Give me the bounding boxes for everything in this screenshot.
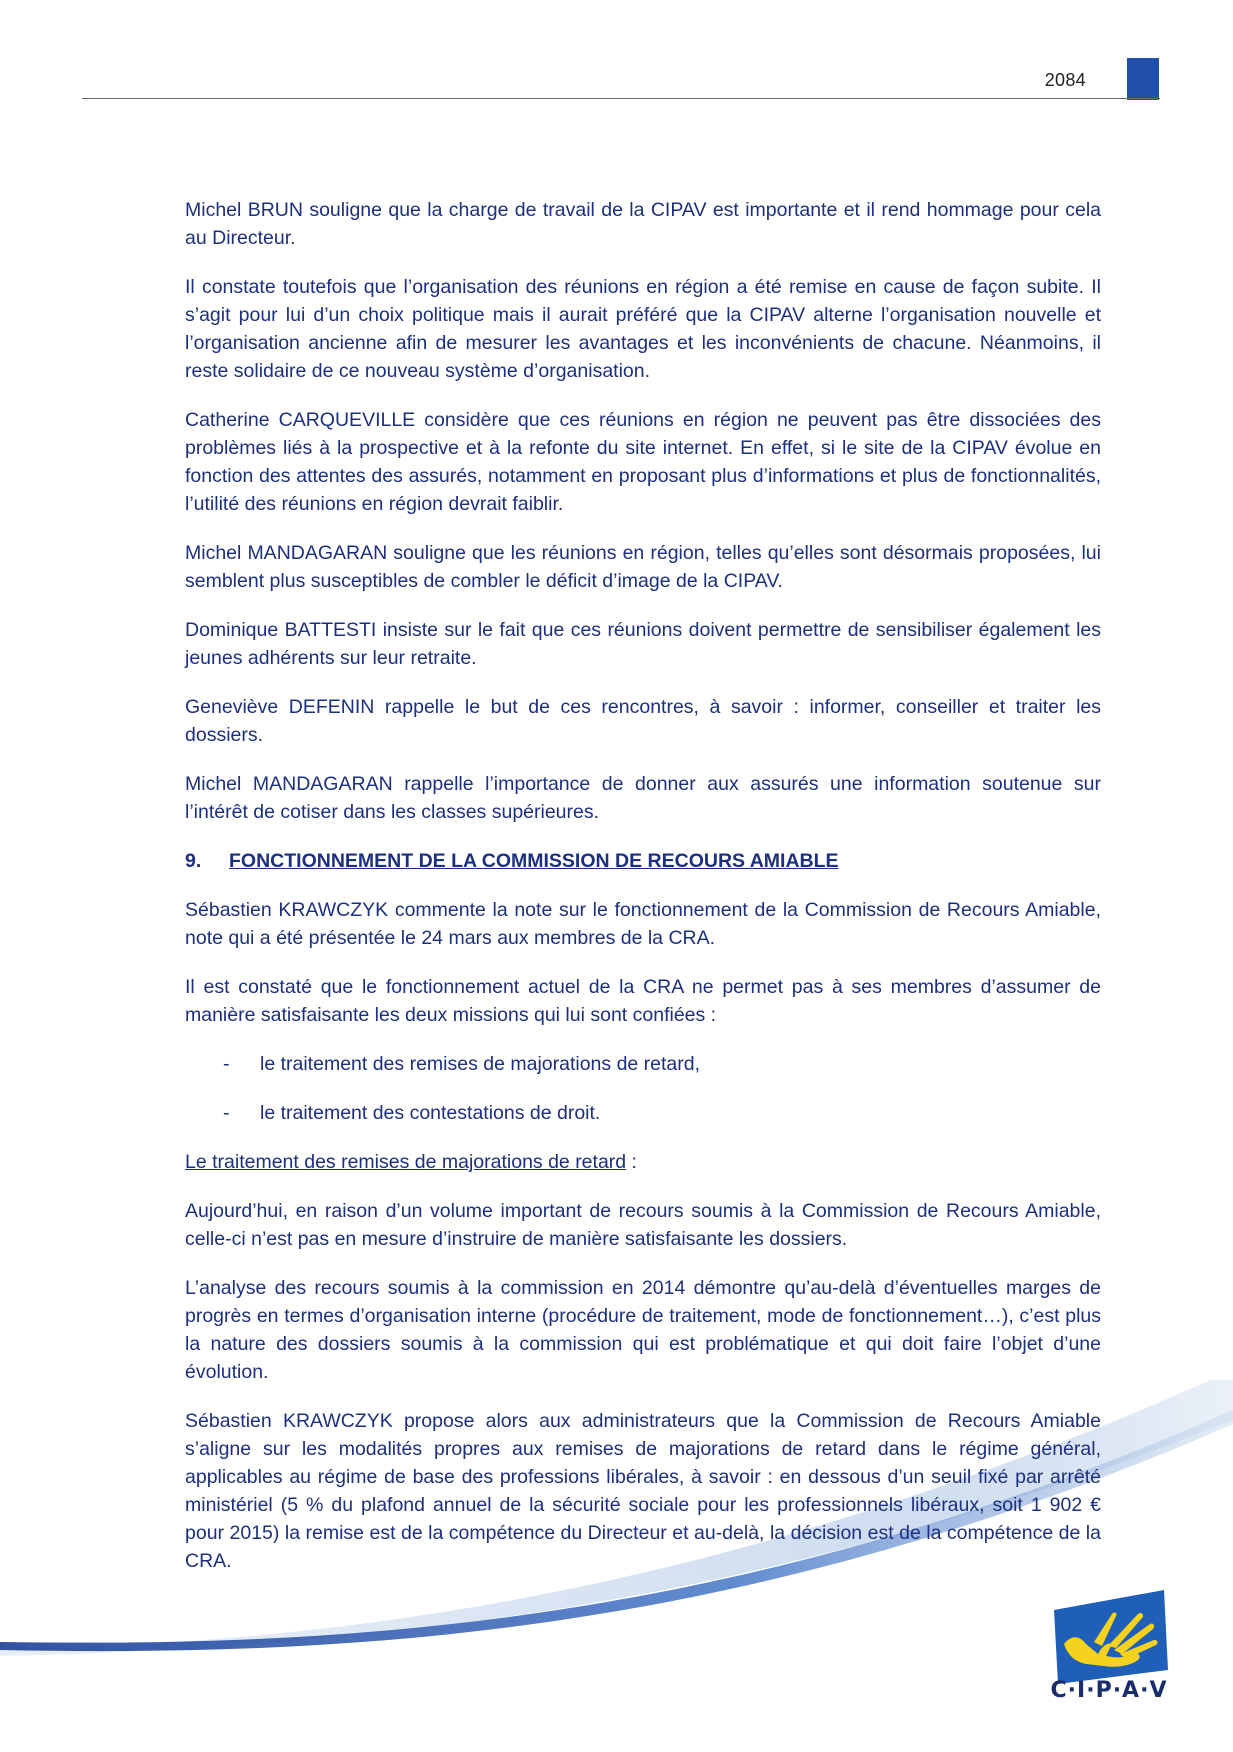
page-number: 2084	[1044, 70, 1086, 90]
document-body	[185, 196, 1101, 1575]
bullet-dash: -	[223, 1053, 230, 1075]
section-title: FONCTIONNEMENT DE LA COMMISSION DE RECOURS AMIABLE	[229, 850, 839, 872]
bullet-text: le traitement des remises de majorations de retard,	[260, 1053, 701, 1075]
subheading	[185, 1148, 1101, 1176]
paragraph: L’analyse des recours soumis à la commission en 2014 démontre qu’au-delà d’éventuelles marges de progrès en termes d’organisation interne (procédure de traitement, mode de fonctionnement…), c’est plus la nature des dossiers soumis à la commission qui est problématique et qui doit faire l’objet d’une évolution.	[185, 1277, 1101, 1383]
paragraph: Sébastien KRAWCZYK propose alors aux administrateurs que la Commission de Recours Amiable s’aligne sur les modalités propres aux remises de majorations de retard dans le régime général, applicables au régime de base des professions libérales, à savoir : en dessous d’un seuil fixé par arrêté ministériel (5 % du plafond annuel de la sécurité sociale pour les professionnels libéraux, soit 1 902 € pour 2015) la remise est de la compétence du Directeur et au-delà, la décision est de la compétence de la CRA.	[185, 1410, 1101, 1572]
paragraph: Aujourd’hui, en raison d’un volume important de recours soumis à la Commission de Recours Amiable, celle-ci n’est pas en mesure d’instruire de manière satisfaisante les dossiers.	[185, 1200, 1101, 1250]
header-accent-block	[1127, 58, 1159, 100]
header-rule	[82, 98, 1160, 99]
paragraph: Geneviève DEFENIN rappelle le but de ces rencontres, à savoir : informer, conseiller et traiter les dossiers.	[185, 696, 1101, 746]
paragraph: Catherine CARQUEVILLE considère que ces réunions en région ne peuvent pas être dissociées des problèmes liés à la prospective et à la refonte du site internet. En effet, si le site de la CIPAV évolue en fonction des attentes des assurés, notamment en proposant plus d’informations et plus de fonctionnalités, l’utilité des réunions en région devrait faiblir.	[185, 409, 1101, 515]
bullet-text: le traitement des contestations de droit.	[260, 1102, 601, 1124]
paragraph: Michel BRUN souligne que la charge de travail de la CIPAV est importante et il rend hommage pour cela au Directeur.	[185, 199, 1101, 249]
logo-text: C·I·P·A·V	[1050, 1678, 1168, 1703]
bullet-dash: -	[223, 1102, 230, 1124]
paragraph: Dominique BATTESTI insiste sur le fait que ces réunions doivent permettre de sensibiliser également les jeunes adhérents sur leur retraite.	[185, 619, 1101, 669]
section-heading	[185, 847, 1101, 875]
paragraph: Il constate toutefois que l’organisation des réunions en région a été remise en cause de façon subite. Il s’agit pour lui d’un choix politique mais il aurait préféré que la CIPAV alterne l’organisation nouvelle et l’organisation ancienne afin de mesurer les avantages et les inconvénients de chacune. Néanmoins, il reste solidaire de ce nouveau système d’organisation.	[185, 276, 1101, 382]
paragraph: Michel MANDAGARAN rappelle l’importance de donner aux assurés une information soutenue sur l’intérêt de cotiser dans les classes supérieures.	[185, 773, 1101, 823]
bullet-item	[185, 1050, 1101, 1078]
paragraph: Michel MANDAGARAN souligne que les réunions en région, telles qu’elles sont désormais proposées, lui semblent plus susceptibles de combler le déficit d’image de la CIPAV.	[185, 542, 1101, 592]
subheading-text: Le traitement des remises de majorations de retard	[185, 1151, 627, 1173]
paragraph: Sébastien KRAWCZYK commente la note sur le fonctionnement de la Commission de Recours Amiable, note qui a été présentée le 24 mars aux membres de la CRA.	[185, 899, 1101, 949]
section-number: 9.	[185, 850, 202, 872]
paragraph: Il est constaté que le fonctionnement actuel de la CRA ne permet pas à ses membres d’assumer de manière satisfaisante les deux missions qui lui sont confiées :	[185, 976, 1101, 1026]
subheading-suffix: :	[626, 1151, 637, 1173]
bullet-item	[185, 1099, 1101, 1127]
